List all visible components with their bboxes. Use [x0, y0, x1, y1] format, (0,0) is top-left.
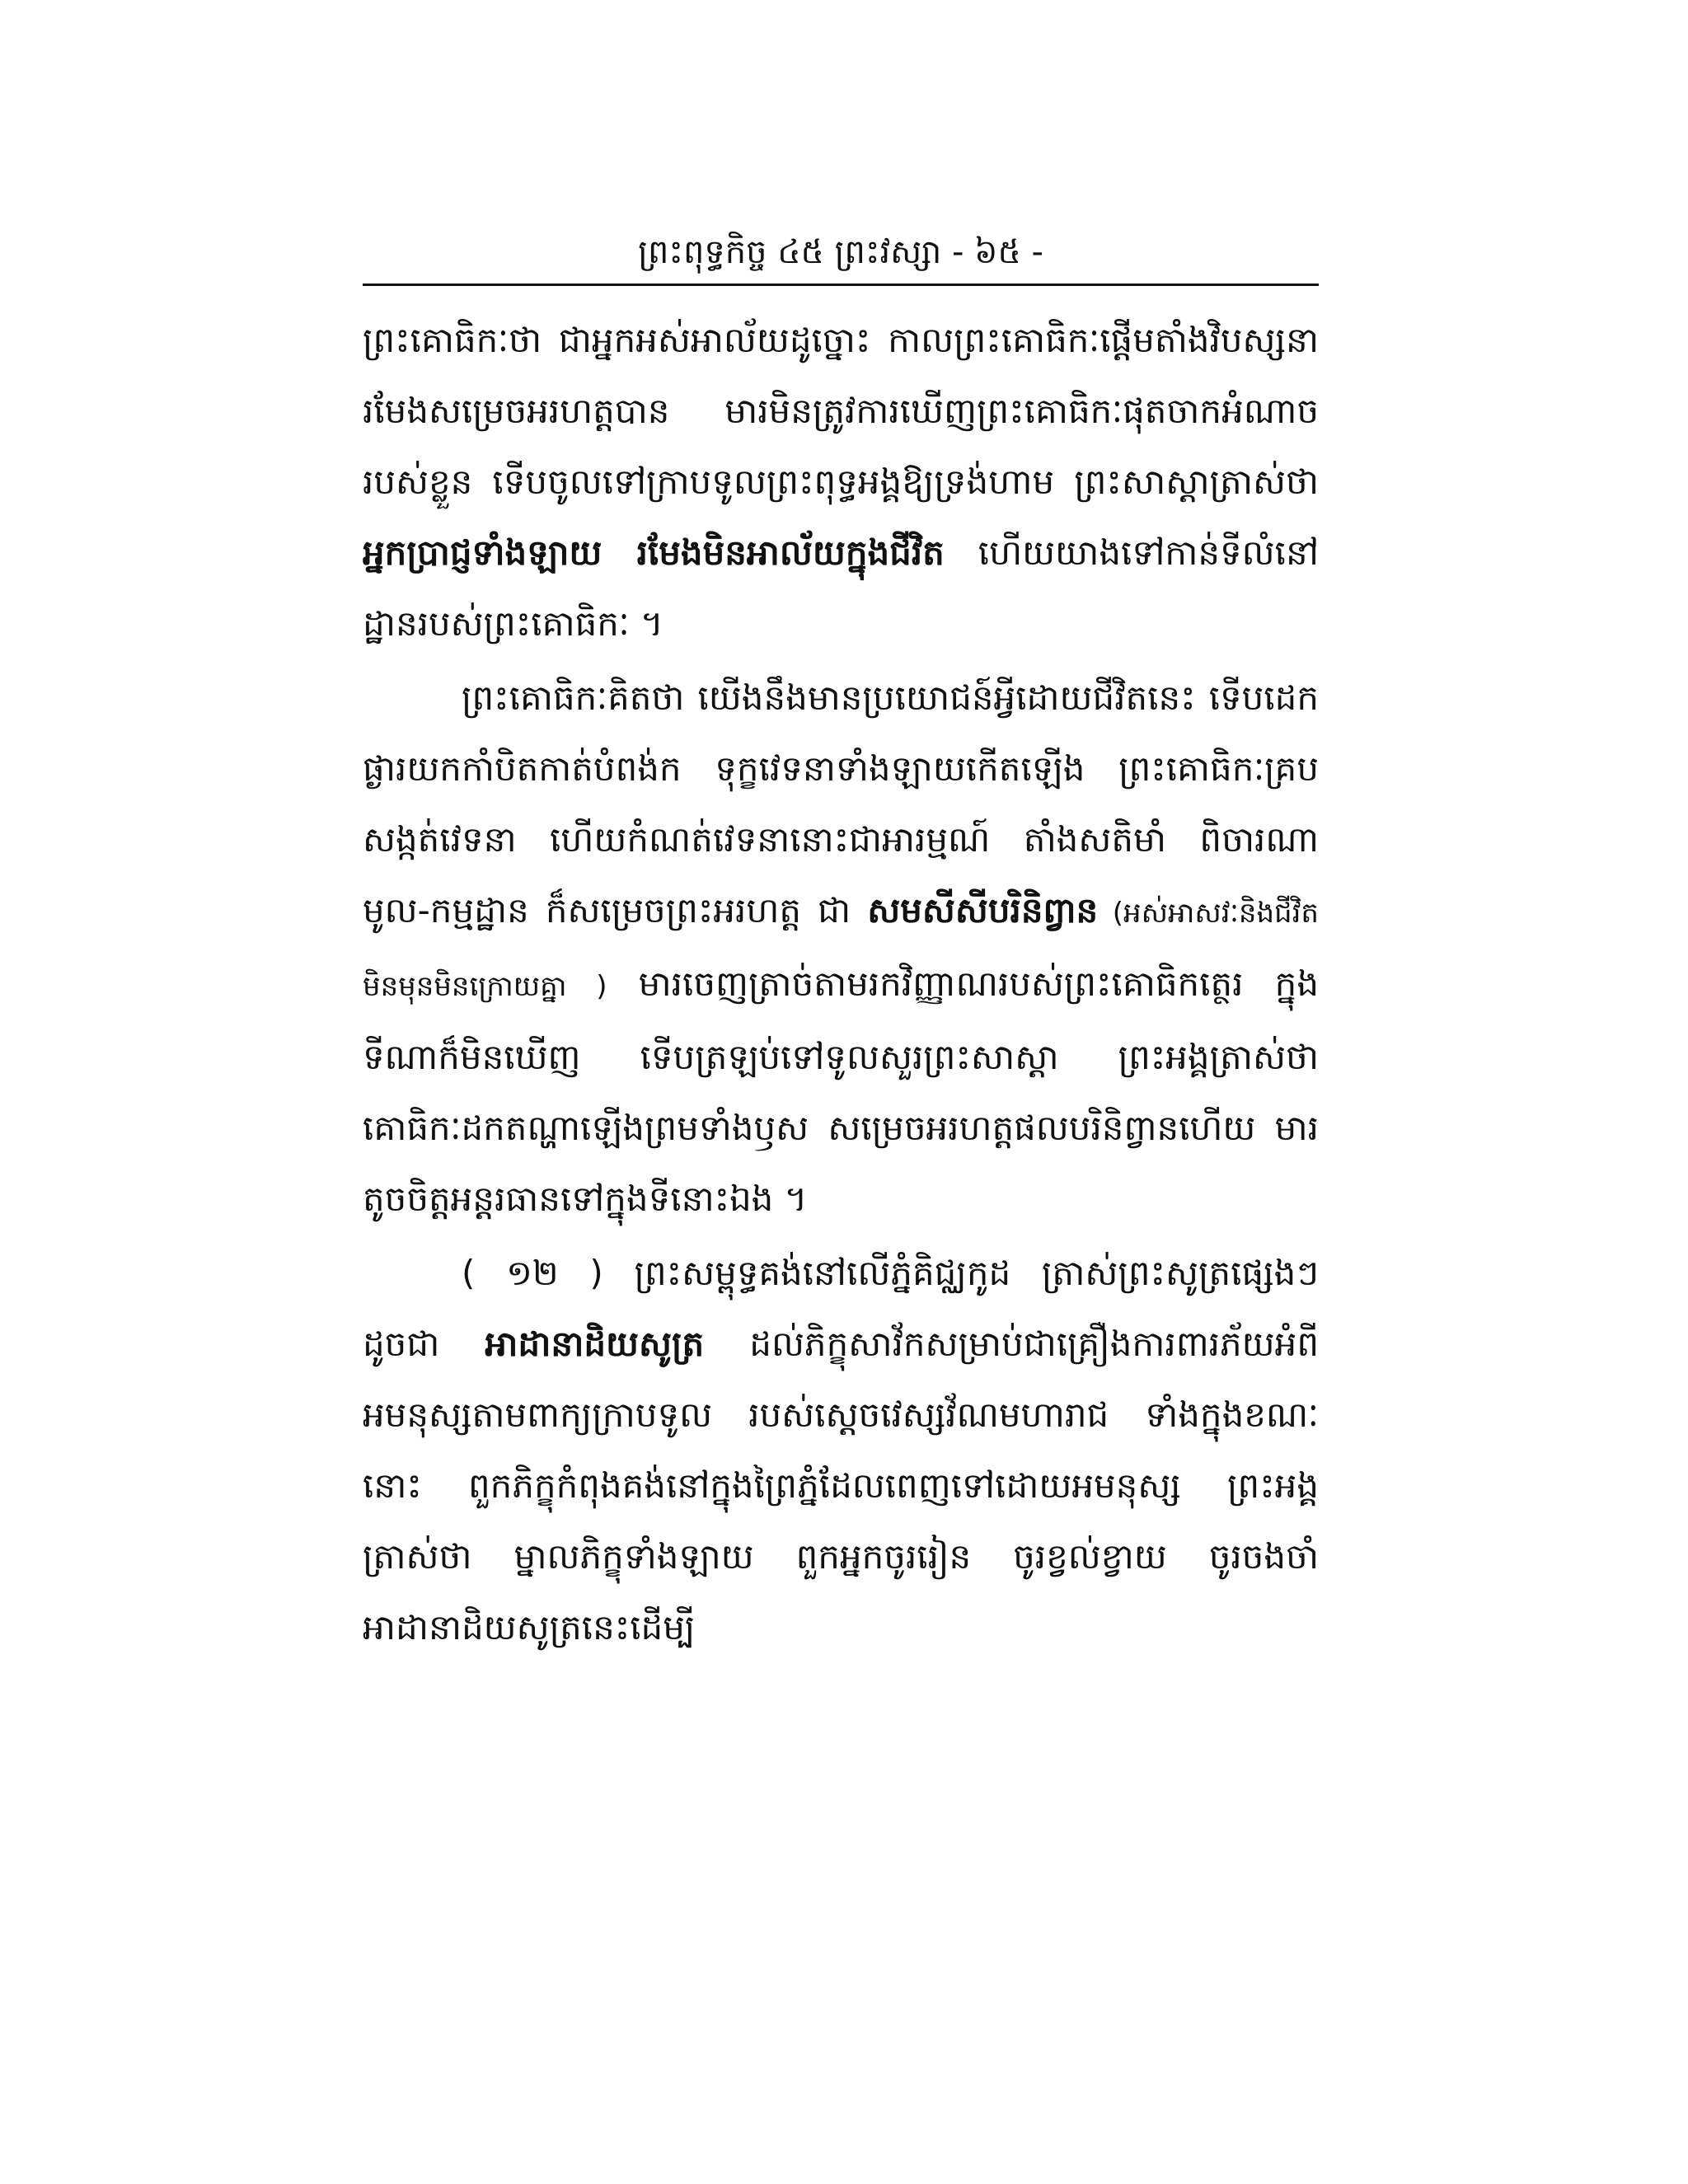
- paragraph-2: [363, 663, 1319, 1235]
- paragraph-1: [363, 305, 1319, 659]
- paragraph-3-text-b: ដល់ភិក្ខុសាវ័កសម្រាប់ជាគ្រឿងការពារភ័យអំពីអមនុស្សតាមពាក្យក្រាបទូល របស់ស្ដេចវេស្សវ័ណមហារាជ ទាំងក្នុងខណៈនោះ ពួកភិក្ខុកំពុងគង់នៅក្នុងព្រៃភ្នំដែលពេញទៅដោយអមនុស្ស ព្រះអង្គត្រាស់ថា ម្នាលភិក្ខុទាំងឡាយ ពួកអ្នកចូររៀន ចូរខ្វល់ខ្វាយ ចូរចងចាំអាដានាដិយសូត្រនេះដើម្បី: [363, 1324, 1319, 1647]
- header-divider: [363, 284, 1319, 286]
- paragraph-2-text-b: មារចេញត្រាច់តាមរកវិញ្ញាណរបស់ព្រះគោធិកត្ថេរ ក្នុងទីណាក៏មិនឃើញ ទើបត្រឡប់ទៅទូលសួរព្រះសាស្ដា ព្រះអង្គត្រាស់ថា គោធិកៈដកតណ្ហាឡើងព្រមទាំងឫស សម្រេចអរហត្តផលបរិនិព្វានហើយ មារតូចចិត្តអន្តរធានទៅក្នុងទីនោះឯង ។: [363, 963, 1319, 1219]
- running-header: ព្រះពុទ្ធកិច្ច ៤៥ ព្រះវស្សា - ៦៥ -: [638, 233, 1043, 271]
- paragraph-3-bold-term: អាដានាដិយសូត្រ: [485, 1324, 705, 1364]
- paragraph-2-bold-term: សមសីសីបរិនិព្វាន: [867, 890, 1099, 930]
- paragraph-3: [363, 1238, 1319, 1663]
- paragraph-1-bold-quote: អ្នកប្រាជ្ញទាំងឡាយ រមែងមិនអាល័យក្នុងជីវិត: [363, 532, 945, 573]
- paragraph-1-text-a: ព្រះគោធិកៈថា ជាអ្នកអស់អាល័យដូច្នោះ កាលព្រះគោធិកៈផ្ដើមតាំងវិបស្សនា រមែងសម្រេចអរហត្តបាន មារមិនត្រូវការឃើញព្រះគោធិកៈផុតចាកអំណាចរបស់ខ្លួន ទើបចូលទៅក្រាបទូលព្រះពុទ្ធអង្គឱ្យទ្រង់ហាម ព្រះសាស្ដាត្រាស់ថា: [363, 320, 1319, 502]
- body-text: [363, 305, 1319, 1663]
- paragraph-2-text-a: ព្រះគោធិកៈគិតថា យើងនឹងមានប្រយោជន៍អ្វីដោយជីវិតនេះ ទើបដេកផ្ងារយកកាំបិតកាត់បំពង់ក ទុក្ខវេទនាទាំងឡាយកើតឡើង ព្រះគោធិកៈគ្របសង្កត់វេទនា ហើយកំណត់វេទនានោះជាអារម្មណ៍ តាំងសតិមាំ ពិចារណាមូល-កម្មដ្ឋាន ក៏សម្រេចព្រះអរហត្ត ជា: [363, 677, 1319, 930]
- paragraph-2-gloss: (អស់អាសវៈនិងជីវិតមិនមុនមិនក្រោយគ្នា ): [363, 897, 1319, 1003]
- paragraph-3-text-a: ( ១២ ) ព្រះសម្ពុទ្ធគង់នៅលើភ្នំគិជ្ឈកូដ ត្រាស់ព្រះសូត្រផ្សេងៗ ដូចជា: [363, 1253, 1319, 1364]
- paragraph-1-text-b: ហើយយាងទៅកាន់ទីលំនៅដ្ឋានរបស់ព្រះគោធិកៈ ។: [363, 532, 1319, 644]
